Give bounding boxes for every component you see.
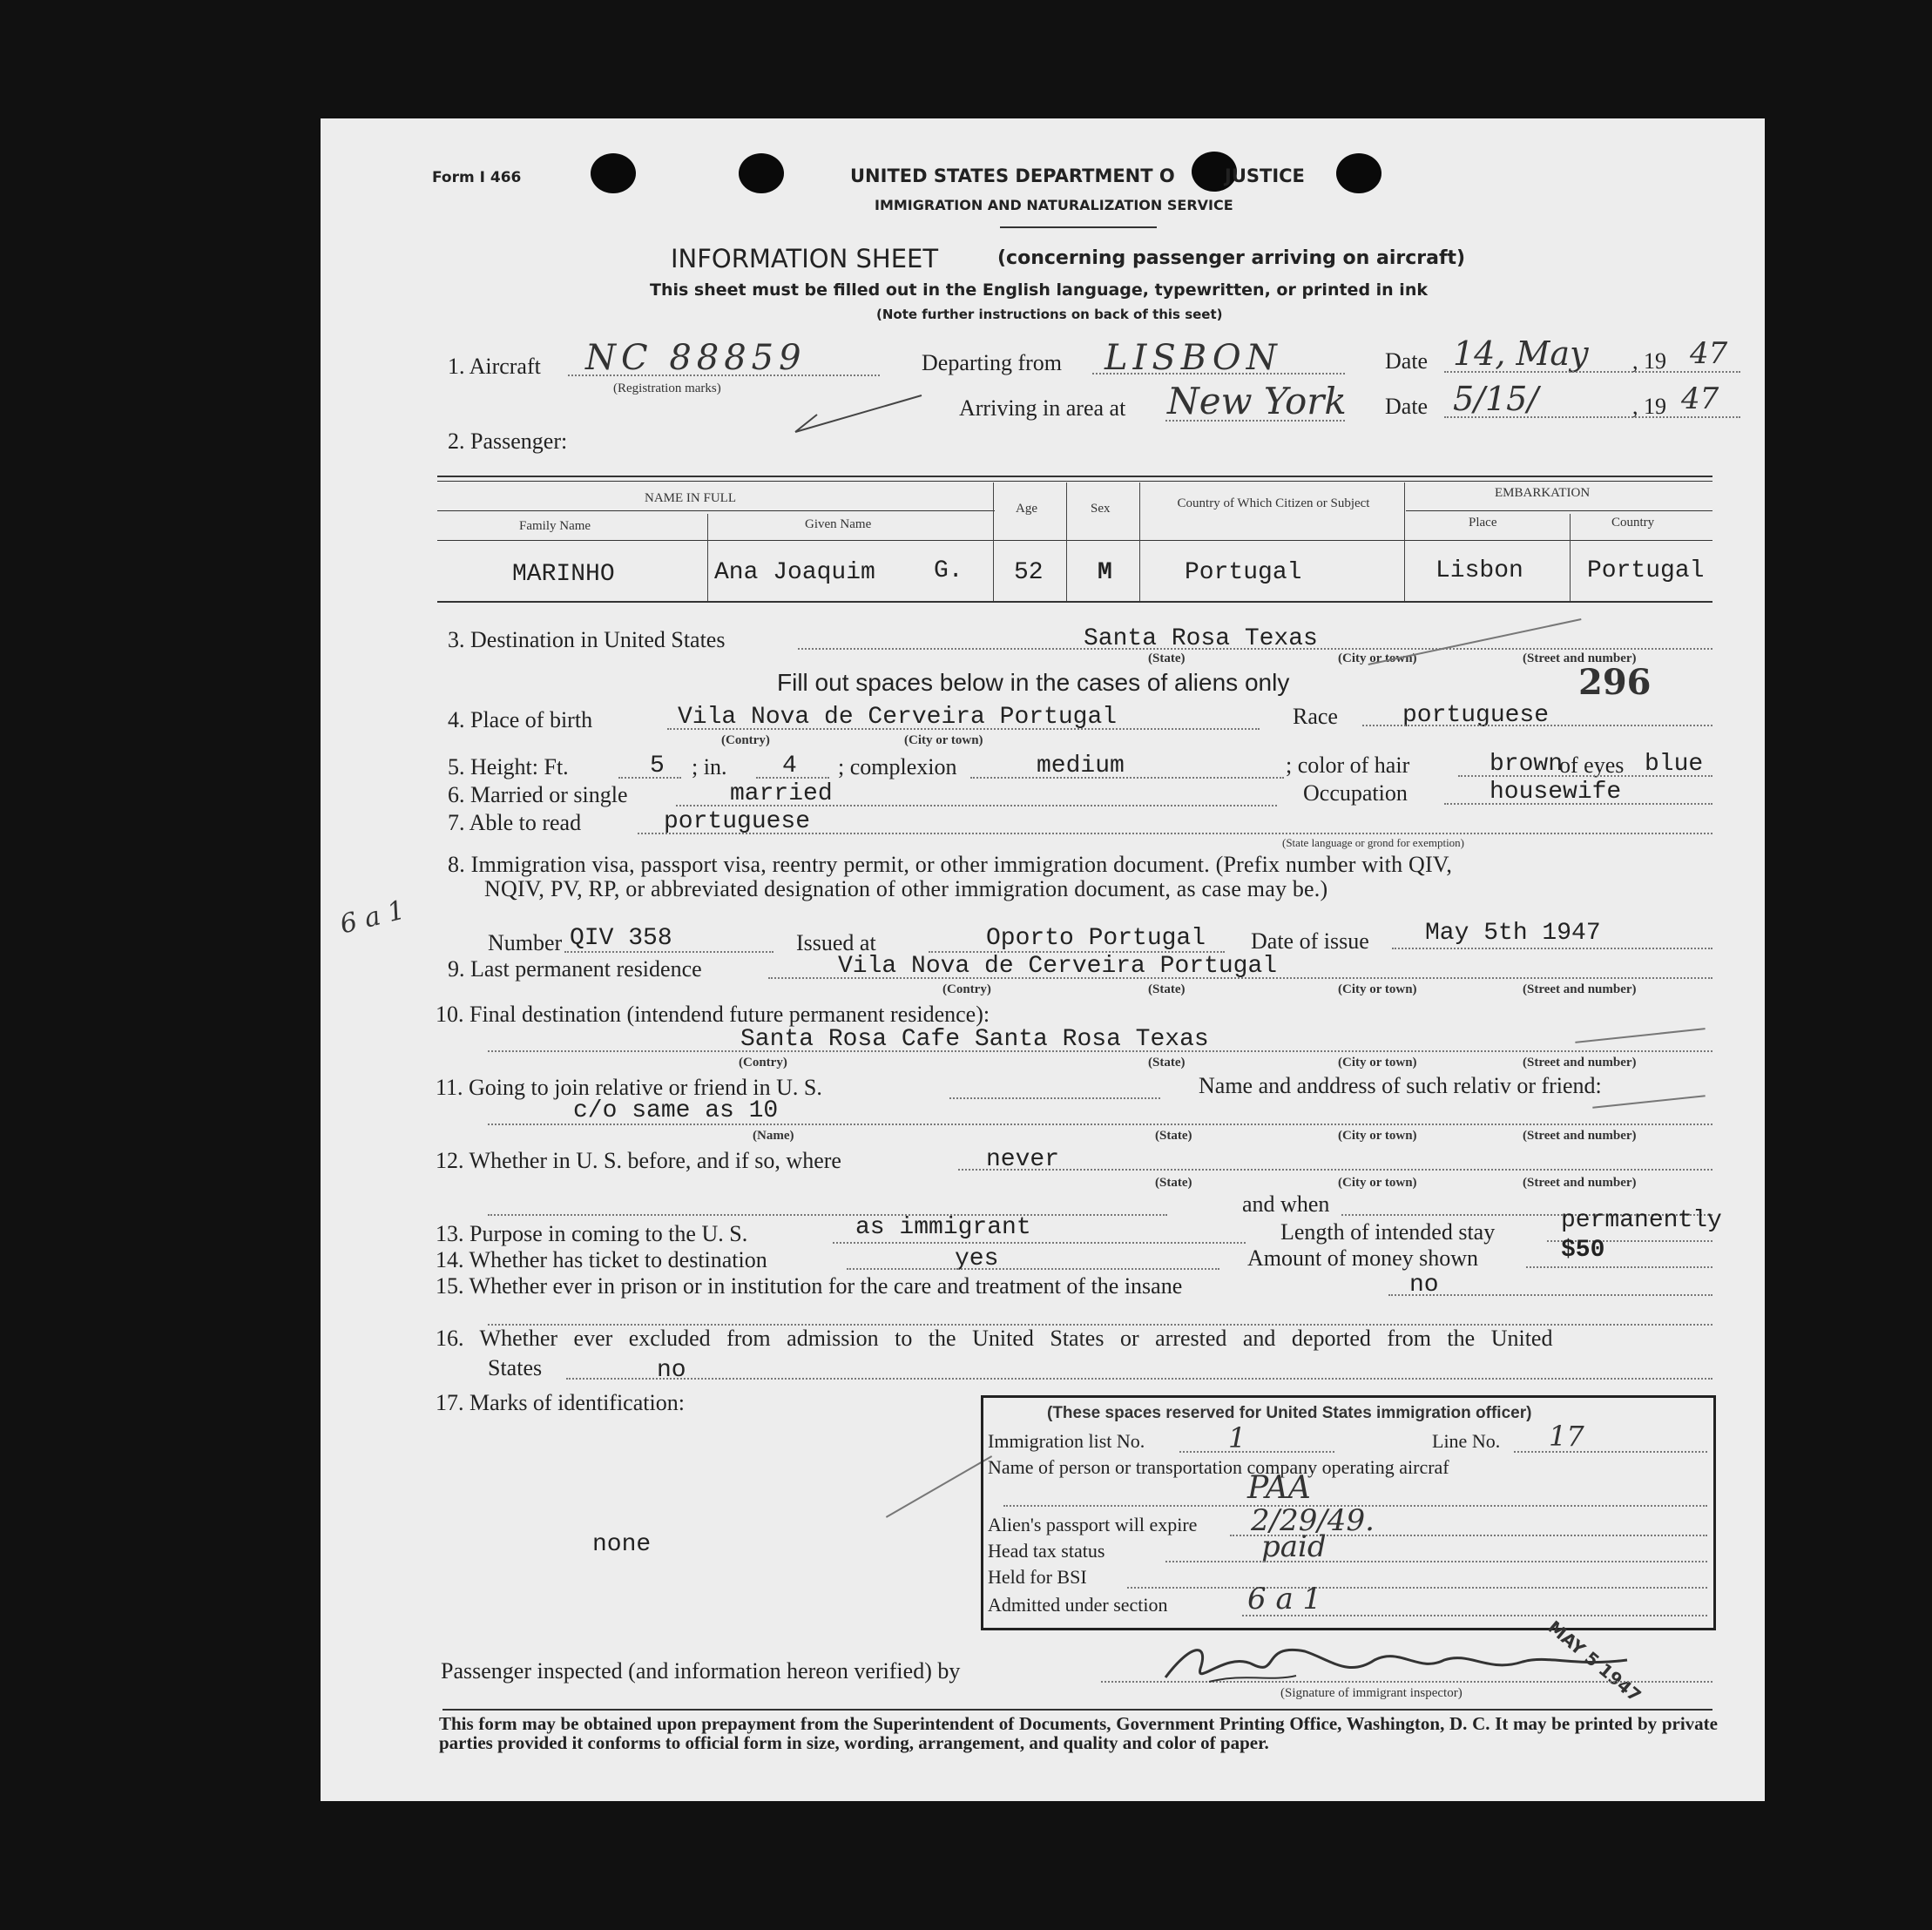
punch-hole <box>591 153 636 193</box>
number-line <box>564 951 773 953</box>
passenger-label: 2. Passenger: <box>448 429 568 454</box>
list-line <box>1179 1451 1334 1453</box>
complexion-value: medium <box>1037 752 1125 779</box>
citizenship-cell: Portugal <box>1185 559 1302 586</box>
state-caption: (State) <box>1148 1056 1186 1070</box>
arrival-date-line <box>1444 416 1740 418</box>
arriving-label: Arriving in area at <box>959 395 1126 421</box>
and-when-label: and when <box>1242 1191 1330 1217</box>
officer-box-title: (These spaces reserved for United States immigration officer) <box>1047 1404 1532 1422</box>
hair-eyes-line <box>1458 775 1712 777</box>
previous-visit-line <box>958 1169 1712 1171</box>
relative-name-label: Name and anddress of such relativ or friend: <box>1199 1073 1602 1098</box>
operator-value: PAA <box>1247 1470 1311 1506</box>
table-emb-rule <box>1406 510 1712 511</box>
arrival-year: 47 <box>1681 381 1719 416</box>
issued-value: Oporto Portugal <box>986 925 1206 952</box>
street-caption: (Street and number) <box>1523 1176 1637 1190</box>
signature-caption: (Signature of immigrant inspector) <box>1280 1686 1463 1700</box>
table-col-line <box>1066 483 1067 601</box>
final-destination-value: Santa Rosa Cafe Santa Rosa Texas <box>740 1026 1209 1053</box>
date-issue-label: Date of issue <box>1251 928 1369 954</box>
marks-value: none <box>592 1531 652 1558</box>
purpose-value: as immigrant <box>855 1214 1031 1241</box>
arriving-value: New York <box>1167 380 1347 422</box>
excluded-line <box>566 1378 1712 1380</box>
city-caption: (City or town) <box>1338 1176 1417 1190</box>
footer-notice: This form may be obtained upon prepayment from the Superintendent of Documents, Government Printing Office, Washington, D. C. It may be printed by private parties provided it conforms to official form in size, wording, arrangement, and quality and color of paper. <box>439 1713 1718 1753</box>
height-in-label: ; in. <box>692 754 727 779</box>
contry-caption: (Contry) <box>942 982 991 996</box>
bsi-line <box>1127 1587 1707 1589</box>
form-subtitle: (concerning passenger arriving on aircraft) <box>997 247 1466 269</box>
purpose-label: 13. Purpose in coming to the U. S. <box>436 1221 748 1246</box>
age-cell: 52 <box>1014 559 1044 586</box>
date-issue-line <box>1392 948 1712 949</box>
document-line1: 8. Immigration visa, passport visa, reentry permit, or other immigration document. (Prefix number with QIV, <box>448 852 1453 877</box>
relative-label: 11. Going to join relative or friend in U. S. <box>436 1075 822 1100</box>
prison-label: 15. Whether ever in prison or in institution for the care and treatment of the insane <box>436 1273 1183 1299</box>
date-label: Date <box>1385 348 1429 374</box>
read-value: portuguese <box>664 808 811 835</box>
height-in-line <box>756 777 829 779</box>
embarkation-header: EMBARKATION <box>1495 486 1591 500</box>
arrival-date-label: Date <box>1385 394 1429 419</box>
date-stamp: MAY 5 1947 <box>1544 1616 1645 1706</box>
table-top-rule <box>437 476 1712 477</box>
table-top-rule <box>437 481 1712 482</box>
hair-label: ; color of hair <box>1286 752 1410 778</box>
country-header: Country <box>1611 516 1655 530</box>
section-label: Admitted under section <box>988 1594 1168 1616</box>
height-label: 5. Height: Ft. <box>448 754 569 779</box>
department-left: UNITED STATES DEPARTMENT O <box>850 165 1175 186</box>
relative-address-line <box>488 1124 1712 1125</box>
departing-value: LISBON <box>1104 338 1282 378</box>
relative-line <box>949 1097 1160 1099</box>
stay-label: Length of intended stay <box>1280 1219 1496 1245</box>
marital-label: 6. Married or single <box>448 782 628 807</box>
ticket-line <box>847 1268 1219 1270</box>
given-name-header: Given Name <box>805 517 872 531</box>
punch-hole <box>739 153 784 193</box>
form-instruction: This sheet must be filled out in the English language, typewritten, or printed in ink <box>650 280 1428 300</box>
department-right: JUSTICE <box>1225 165 1305 186</box>
line-value: 17 <box>1549 1420 1584 1453</box>
street-caption: (Street and number) <box>1523 1056 1637 1070</box>
race-label: Race <box>1293 704 1338 729</box>
prison-line <box>1388 1294 1712 1296</box>
excluded-line2: States <box>488 1355 543 1380</box>
departing-label: Departing from <box>922 350 1063 375</box>
destination-label: 3. Destination in United States <box>448 627 726 652</box>
embarkation-country-cell: Portugal <box>1587 557 1705 584</box>
embarkation-place-cell: Lisbon <box>1435 557 1523 584</box>
aircraft-value: NC 88859 <box>585 338 807 378</box>
state-caption: (State) <box>1155 1176 1192 1190</box>
inspected-label: Passenger inspected (and information hereon verified) by <box>441 1658 961 1684</box>
form-title: INFORMATION SHEET <box>671 244 939 273</box>
complexion-line <box>970 777 1284 779</box>
marital-line <box>676 805 1277 806</box>
destination-value: Santa Rosa Texas <box>1084 625 1318 652</box>
table-col-line <box>1570 514 1571 601</box>
number-label: Number <box>488 930 563 955</box>
table-col-line <box>707 514 708 601</box>
date-line <box>1444 371 1740 373</box>
check-mark <box>791 380 965 441</box>
final-destination-label: 10. Final destination (intendend future permanent residence): <box>436 1002 990 1027</box>
stay-value: permanently <box>1561 1207 1722 1234</box>
list-value: 1 <box>1228 1421 1246 1454</box>
table-col-line <box>1404 483 1405 601</box>
line-no-line <box>1514 1451 1707 1453</box>
bsi-label: Held for BSI <box>988 1566 1087 1588</box>
race-line <box>1362 725 1712 726</box>
birthplace-value: Vila Nova de Cerveira Portugal <box>678 704 1118 731</box>
arrival-date-value: 5/15/ <box>1453 380 1539 418</box>
table-name-rule <box>437 510 995 511</box>
place-header: Place <box>1469 516 1497 530</box>
residence-label: 9. Last permanent residence <box>448 956 702 982</box>
number-value: QIV 358 <box>570 925 672 952</box>
passport-value: 2/29/49. <box>1251 1503 1375 1538</box>
race-value: portuguese <box>1402 702 1550 729</box>
document-line2: NQIV, PV, RP, or abbreviated designation of other immigration document, as case may be.) <box>484 876 1328 901</box>
street-caption: (Street and number) <box>1523 651 1637 665</box>
contry-caption: (Contry) <box>739 1056 787 1070</box>
birthplace-label: 4. Place of birth <box>448 707 593 732</box>
form-page <box>321 118 1765 1801</box>
complexion-label: ; complexion <box>838 754 957 779</box>
street-caption: (Street and number) <box>1523 982 1637 996</box>
eyes-label: of eyes <box>1559 752 1625 778</box>
birthplace-line <box>667 728 1260 730</box>
date-issue-value: May 5th 1947 <box>1425 920 1601 947</box>
tax-value: paid <box>1261 1529 1327 1564</box>
state-caption: (State) <box>1155 1129 1192 1143</box>
service-name: IMMIGRATION AND NATURALIZATION SERVICE <box>875 197 1233 213</box>
money-line <box>1526 1266 1712 1268</box>
list-label: Immigration list No. <box>988 1430 1145 1452</box>
city-caption: (City or town) <box>904 733 983 747</box>
state-caption: (State) <box>1148 651 1186 665</box>
occupation-label: Occupation <box>1303 780 1408 806</box>
purpose-line <box>833 1242 1246 1244</box>
marks-label: 17. Marks of identification: <box>436 1390 685 1415</box>
table-header-rule <box>437 540 1712 541</box>
aircraft-label: 1. Aircraft <box>448 354 541 379</box>
excluded-line1: 16. Whether ever excluded from admission to the United States or arrested and deported from the United <box>436 1326 1553 1351</box>
year-prefix: , 19 <box>1632 348 1666 374</box>
name-in-full-header: NAME IN FULL <box>645 491 736 505</box>
state-caption: (State) <box>1148 982 1186 996</box>
contry-caption: (Contry) <box>721 733 770 747</box>
height-in-value: 4 <box>782 752 797 779</box>
final-destination-line <box>488 1050 1712 1052</box>
street-caption: (Street and number) <box>1523 1129 1637 1143</box>
destination-line <box>798 648 1712 650</box>
occupation-value: housewife <box>1490 779 1622 806</box>
arrival-year-prefix: , 19 <box>1632 394 1666 419</box>
marital-value: married <box>730 780 833 807</box>
form-note: (Note further instructions on back of this seet) <box>876 307 1223 322</box>
city-caption: (City or town) <box>1338 651 1417 665</box>
section-value: 6 a 1 <box>1247 1582 1322 1616</box>
given-initial-cell: G. <box>934 557 963 584</box>
tax-label: Head tax status <box>988 1540 1105 1562</box>
city-caption: (City or town) <box>1338 982 1417 996</box>
number-296: 296 <box>1578 662 1652 703</box>
city-caption: (City or town) <box>1338 1129 1417 1143</box>
relative-value: c/o same as 10 <box>573 1097 779 1124</box>
prison-value: no <box>1409 1272 1439 1299</box>
punch-hole <box>1336 153 1381 193</box>
read-label: 7. Able to read <box>448 810 582 835</box>
section-line <box>1242 1615 1707 1616</box>
table-col-line <box>1139 483 1140 601</box>
sex-cell: M <box>1098 559 1112 586</box>
family-name-cell: MARINHO <box>512 561 615 588</box>
age-header: Age <box>1016 502 1037 516</box>
ink-stroke <box>1575 1028 1705 1043</box>
previous-visit-label: 12. Whether in U. S. before, and if so, where <box>436 1148 841 1173</box>
eyes-value: blue <box>1645 751 1704 778</box>
residence-line <box>768 977 1712 979</box>
aircraft-line <box>568 375 880 376</box>
date-value: 14, May <box>1453 334 1589 373</box>
operator-label: Name of person or transportation company operating aircraf <box>988 1456 1449 1478</box>
margin-note: 6 a 1 <box>336 894 409 941</box>
line-label: Line No. <box>1432 1430 1501 1452</box>
ticket-label: 14. Whether has ticket to destination <box>436 1247 767 1272</box>
issued-label: Issued at <box>796 930 876 955</box>
height-ft-value: 5 <box>650 752 665 779</box>
read-line <box>638 833 1712 834</box>
sex-header: Sex <box>1091 502 1111 516</box>
excluded-value: no <box>657 1357 686 1384</box>
date-year: 47 <box>1690 336 1728 371</box>
table-col-line <box>993 483 994 601</box>
given-name-cell: Ana Joaquim <box>714 559 875 586</box>
name-caption: (Name) <box>753 1129 794 1143</box>
departing-line <box>1092 373 1345 375</box>
read-caption: (State language or grond for exemption) <box>1282 836 1465 849</box>
previous-visit-value: never <box>986 1146 1060 1173</box>
height-ft-line <box>618 777 681 779</box>
ink-stroke <box>886 1455 992 1518</box>
tax-line <box>1165 1561 1707 1562</box>
citizenship-header: Country of Which Citizen or Subject <box>1177 496 1370 510</box>
residence-value: Vila Nova de Cerveira Portugal <box>838 953 1278 980</box>
form-number: Form I 466 <box>432 169 522 186</box>
ticket-value: yes <box>955 1245 999 1272</box>
registration-caption: (Registration marks) <box>613 381 721 395</box>
ink-stroke <box>1592 1095 1705 1109</box>
arriving-line <box>1165 420 1345 422</box>
when-line-left <box>488 1214 1167 1216</box>
table-bottom-rule <box>437 601 1712 603</box>
money-label: Amount of money shown <box>1247 1245 1479 1271</box>
city-caption: (City or town) <box>1338 1056 1417 1070</box>
aliens-note: Fill out spaces below in the cases of aliens only <box>777 669 1290 696</box>
money-value: $50 <box>1561 1237 1605 1264</box>
passport-label: Alien's passport will expire <box>988 1514 1198 1535</box>
family-name-header: Family Name <box>519 519 591 533</box>
hair-value: brown <box>1490 751 1564 778</box>
occupation-line <box>1444 803 1712 805</box>
header-divider <box>1000 226 1157 228</box>
footer-rule <box>442 1709 1712 1711</box>
